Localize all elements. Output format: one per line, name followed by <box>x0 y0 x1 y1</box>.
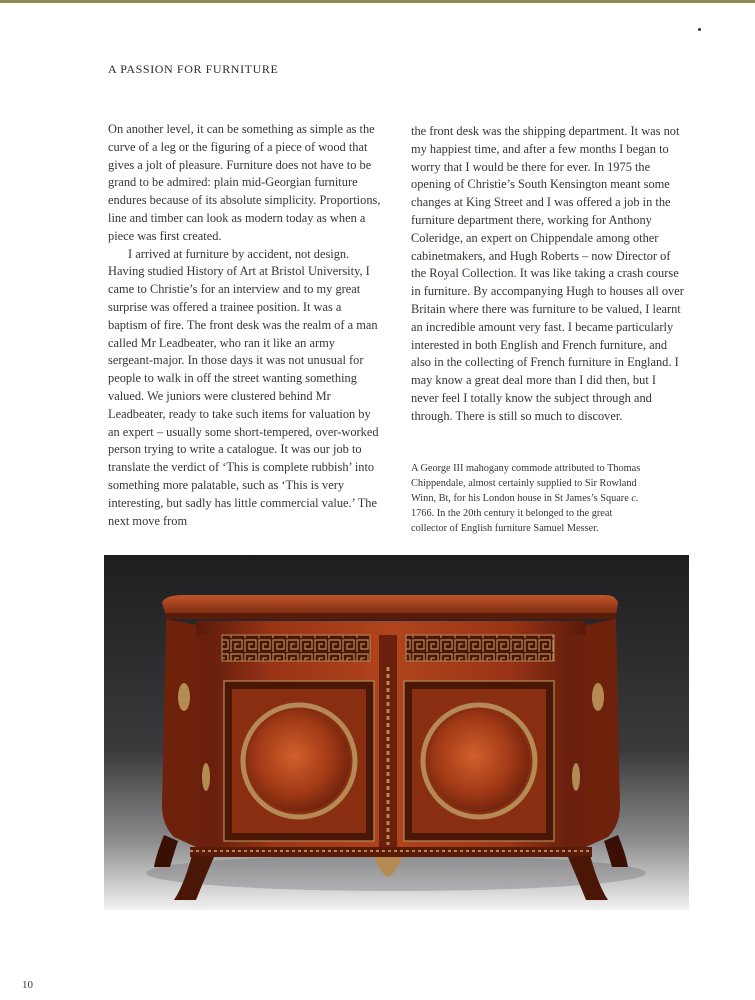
top-rule <box>0 0 755 3</box>
body-column-left <box>108 121 382 530</box>
caption-circa: c. <box>631 493 639 504</box>
running-head: A PASSION FOR FURNITURE <box>108 62 279 76</box>
caption-text: 1766. In the 20th century it belonged to the great collector of English furniture Samuel Messer. <box>411 508 613 534</box>
paragraph: the front desk was the shipping department. It was not my happiest time, and after a few months I began to worry that I would be there for ever. In 1975 the opening of Christie’s South Kensington meant some changes at King Street and I was offered a job in the furniture department there, working for Anthony Coleridge, an expert on Chippendale among other cabinetmakers, and Hugh Roberts – now Director of the Royal Collection. It was like taking a crash course in furniture. By accompanying Hugh to houses all over Britain where there was furniture to be valued, I learnt an incredible amount very fast. I became particularly interested in both English and French furniture, and also in the collecting of French furniture in England. I may know a great deal more than I did then, but I never feel I totally know the subject through and through. There is still so much to discover. <box>411 124 684 423</box>
paragraph: I arrived at furniture by accident, not design. Having studied History of Art at Bristol University, I came to Christie’s for an interview and to my great surprise was offered a trainee position. It was a baptism of fire. The front desk was the realm of a man called Mr Leadbeater, who ran it like an army sergeant-major. In those days it was not unusual for people to walk in off the street wanting something valued. We juniors were clustered behind Mr Leadbeater, ready to take such items for valuation by an expert – usually some short-tempered, over-worked person trying to write a catalogue. It was our job to translate the verdict of ‘This is complete rubbish’ into something more palatable, such as ‘This is very interesting, but sadly has little commercial value.’ The next move from <box>108 246 379 528</box>
caption-text: A George III mahogany commode attributed to Thomas Chippendale, almost certainly supplied to Sir Rowland Winn, Bt, for his London house in St James’s Square <box>411 463 641 504</box>
body-column-right <box>411 123 685 426</box>
commode-photo <box>104 555 689 910</box>
page-number: 10 <box>22 979 33 991</box>
photo-caption <box>411 461 641 536</box>
corner-mark <box>698 28 701 31</box>
commode-illustration <box>104 555 689 910</box>
paragraph: On another level, it can be something as simple as the curve of a leg or the figuring of a piece of wood that gives a jolt of pleasure. Furniture does not have to be grand to be admired: plain mid-Georgian furniture endures because of its absolute simplicity. Proportions, line and timber can look as modern today as when a piece was first created. <box>108 122 381 243</box>
